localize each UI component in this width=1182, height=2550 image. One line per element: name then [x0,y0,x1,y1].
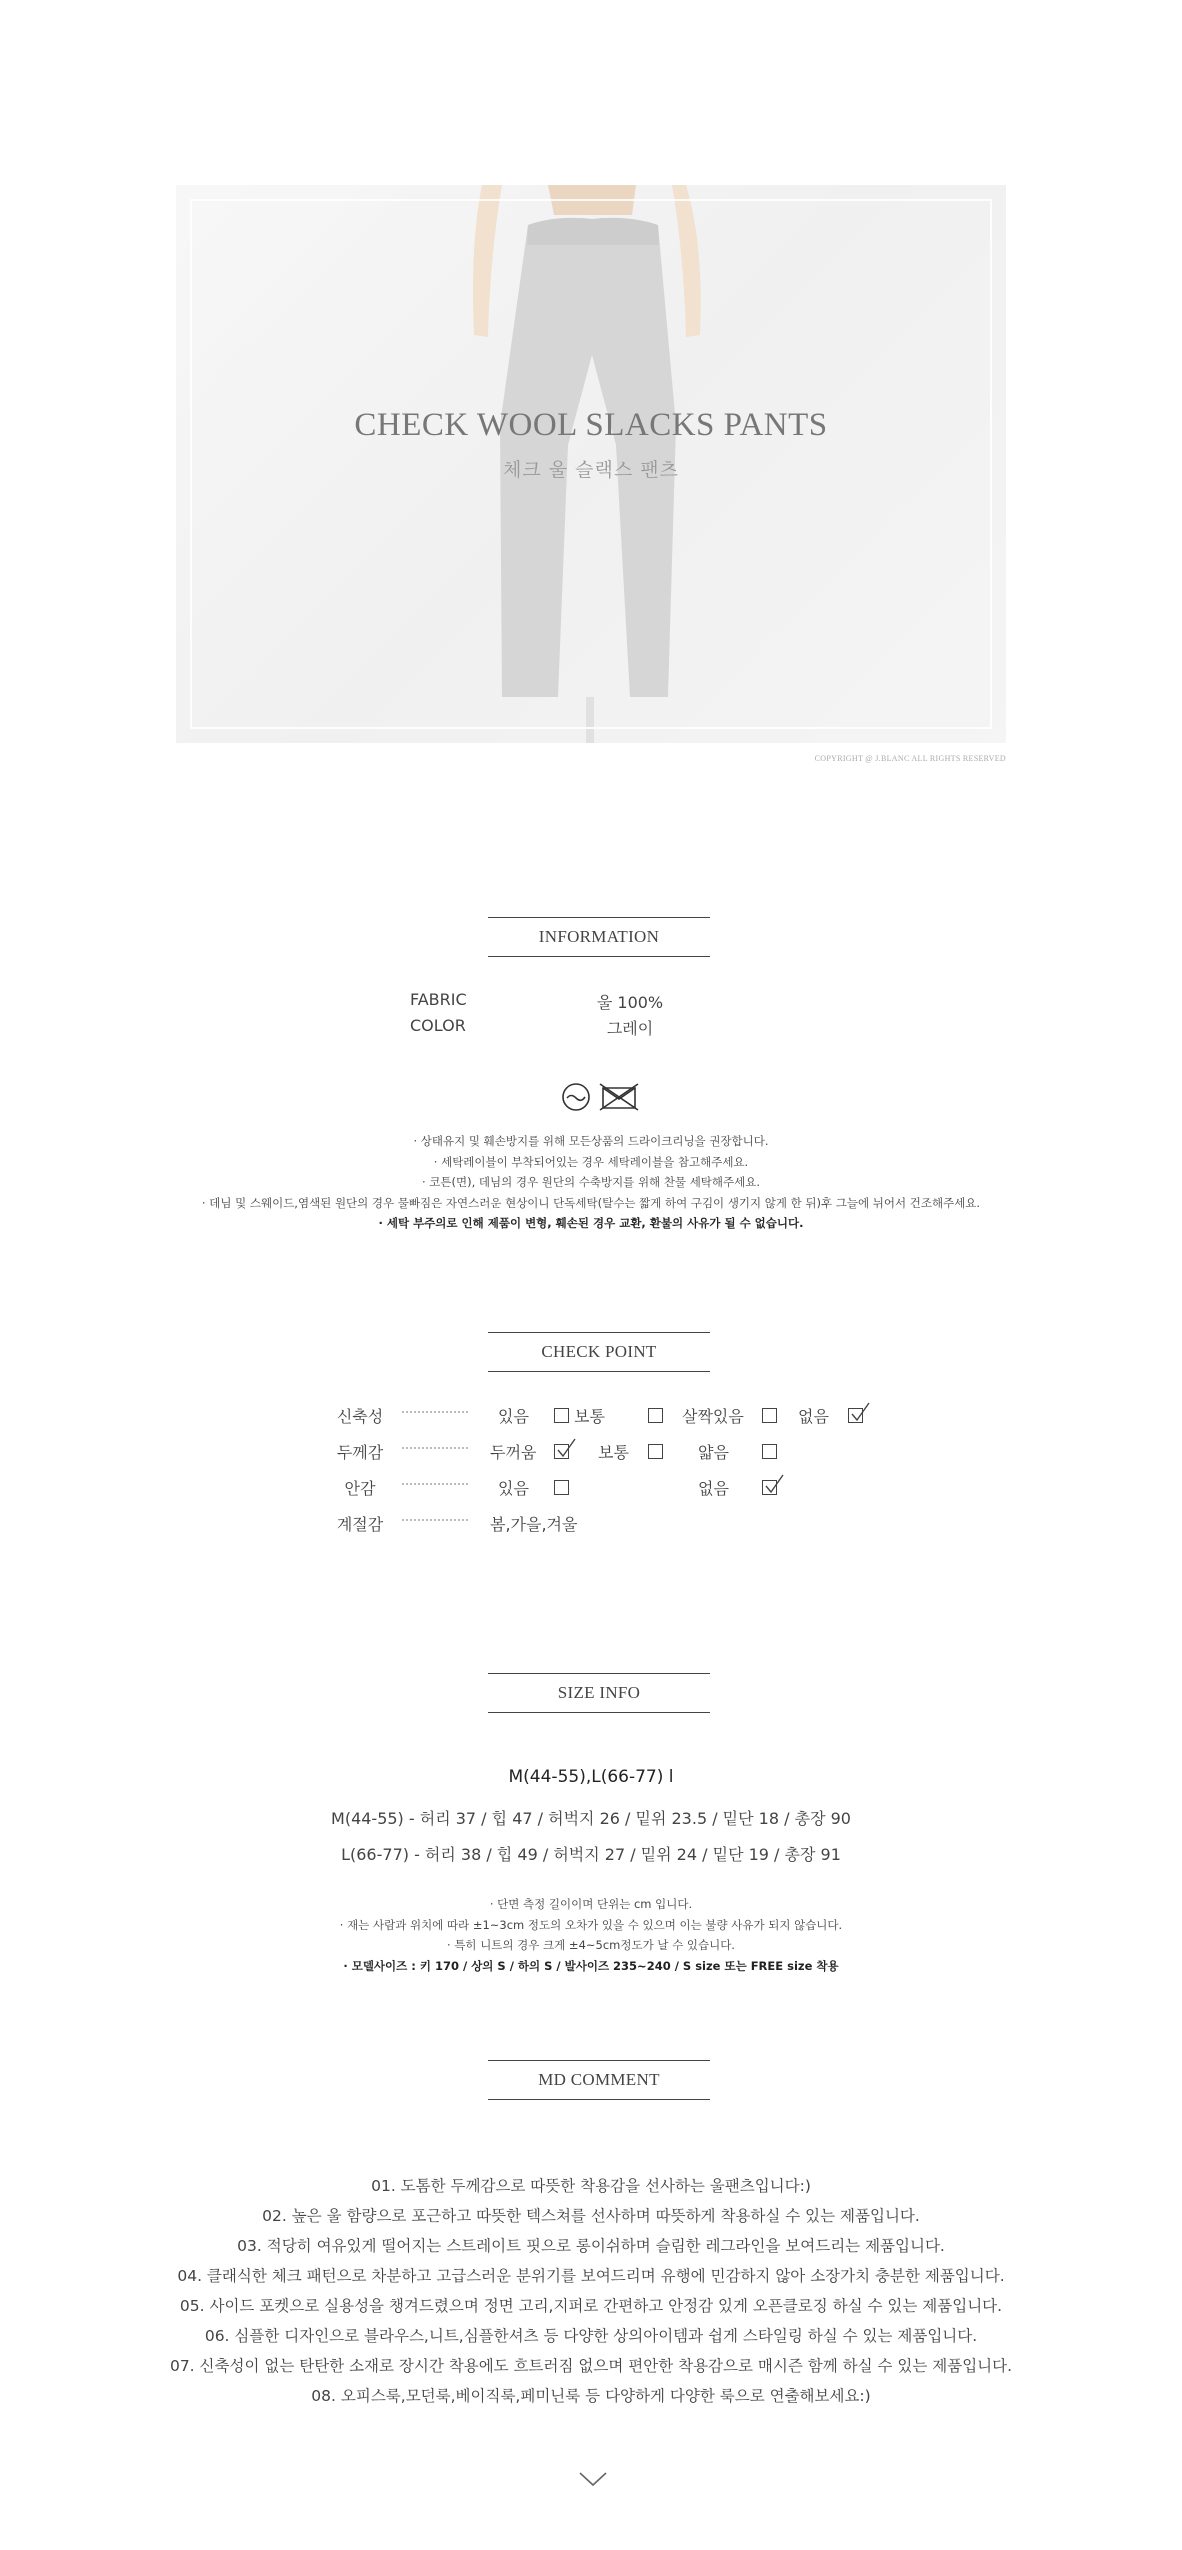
md-comment-line: 05. 사이드 포켓으로 실용성을 챙겨드렸으며 정면 고리,지퍼로 간편하고 안정감 있게 오픈클로징 하실 수 있는 제품입니다. [179,2297,1003,2315]
chevron-down-icon [578,2470,608,2488]
size-info-heading: SIZE INFO [488,1673,710,1713]
checkbox-checked [554,1444,569,1459]
dotted-leader [402,1411,468,1413]
md-comment-line: 08. 오피스룩,모던룩,베이직룩,페미닌룩 등 다양하게 다양한 룩으로 연출해보세요:) [311,2387,871,2405]
checkbox [648,1408,663,1423]
info-label: FABRIC [410,990,467,1009]
care-note: · 코튼(면), 데님의 경우 원단의 수축방지를 위해 찬물 세탁해주세요. [421,1175,760,1189]
checkbox [762,1444,777,1459]
check-mark-icon [764,1473,786,1495]
option-label: 보통 [574,1407,605,1426]
checkbox-checked [848,1408,863,1423]
hero-banner [176,185,1006,743]
check-mark-icon [850,1401,872,1423]
option-label: 두꺼움 [490,1443,537,1462]
option-label: 보통 [598,1443,629,1462]
checkbox-checked [762,1480,777,1495]
care-note: · 상태유지 및 훼손방지를 위해 모든상품의 드라이크리닝을 권장합니다. [413,1134,769,1148]
option-label: 살짝있음 [682,1407,744,1426]
care-note: · 데님 및 스웨이드,염색된 원단의 경우 물빠짐은 자연스러운 현상이니 단독세탁(탈수는 짧게 하여 구김이 생기지 않게 한 뒤)후 그늘에 뉘어서 건조해주세요. [201,1195,981,1210]
option-label: 얇음 [698,1443,729,1462]
md-comment-line: 06. 심플한 디자인으로 블라우스,니트,심플한셔츠 등 다양한 상의아이템과 쉽게 스타일링 하실 수 있는 제품입니다. [204,2327,978,2345]
info-value: 울 100% [596,993,664,1012]
size-range-title: M(44-55),L(66-77) l [508,1767,674,1787]
dotted-leader [402,1483,468,1485]
check-label: 계절감 [336,1515,384,1534]
option-label: 있음 [498,1407,529,1426]
care-notes [0,1131,1182,1234]
check-label: 두께감 [336,1443,384,1462]
md-comment-line: 03. 적당히 여유있게 떨어지는 스트레이트 핏으로 롱이쉬하며 슬림한 레그라인을 보여드리는 제품입니다. [237,2237,945,2255]
checkbox [762,1408,777,1423]
care-icons [560,1080,640,1114]
md-comment-line: 01. 도톰한 두께감으로 따뜻한 착용감을 선사하는 울팬츠입니다:) [371,2177,811,2195]
checkbox [554,1408,569,1423]
md-comment-line: 02. 높은 울 함량으로 포근하고 따뜻한 텍스쳐를 선사하며 따뜻하게 착용하실 수 있는 제품입니다. [262,2207,920,2225]
dotted-leader [402,1447,468,1449]
hand-wash-icon [563,1084,589,1110]
check-point-heading: CHECK POINT [488,1332,710,1372]
option-label: 있음 [498,1479,529,1498]
size-notes [0,1894,1182,1976]
check-label: 신축성 [336,1407,384,1426]
md-comment-line: 04. 클래식한 체크 패턴으로 차분하고 고급스러운 분위기를 보여드리며 유행에 민감하지 않아 소장가치 충분한 제품입니다. [177,2267,1005,2285]
size-note: · 단면 측정 길이이며 단위는 cm 입니다. [489,1897,693,1911]
copyright-text: COPYRIGHT @ J.BLANC ALL RIGHTS RESERVED [814,754,1006,763]
size-line-m: M(44-55) - 허리 37 / 힙 47 / 허벅지 26 / 밑위 23.5 / 밑단 18 / 총장 90 [331,1809,851,1828]
size-line-l: L(66-77) - 허리 38 / 힙 49 / 허벅지 27 / 밑위 24 / 밑단 19 / 총장 91 [341,1845,841,1864]
dotted-leader [402,1519,468,1521]
care-note: · 세탁레이블이 부착되어있는 경우 세탁레이블을 참고해주세요. [433,1154,749,1169]
product-title: CHECK WOOL SLACKS PANTS [354,407,828,443]
checkbox [554,1480,569,1495]
no-bleach-icon [600,1084,638,1110]
md-comment-heading: MD COMMENT [488,2060,710,2100]
product-subtitle: 체크 울 슬랙스 팬츠 [503,459,679,481]
check-label: 안감 [344,1479,376,1498]
information-heading: INFORMATION [488,917,710,957]
checkbox [648,1444,663,1459]
check-mark-icon [556,1437,578,1459]
info-label: COLOR [410,1016,466,1035]
size-note: · 재는 사람과 위치에 따라 ±1~3cm 정도의 오차가 있을 수 있으며 이는 불량 사유가 되지 않습니다. [339,1917,843,1932]
season-value: 봄,가을,겨울 [490,1515,578,1534]
info-value: 그레이 [606,1019,654,1038]
care-warning: · 세탁 부주의로 인해 제품이 변형, 훼손된 경우 교환, 환불의 사유가 될 수 없습니다. [378,1216,804,1230]
option-label: 없음 [798,1407,829,1426]
md-comment-line: 07. 신축성이 없는 탄탄한 소재로 장시간 착용에도 흐트러짐 없으며 편안한 착용감으로 매시즌 함께 하실 수 있는 제품입니다. [169,2357,1013,2375]
size-note: · 특히 니트의 경우 크게 ±4~5cm정도가 날 수 있습니다. [447,1938,735,1952]
model-size-note: · 모델사이즈 : 키 170 / 상의 S / 하의 S / 발사이즈 235~240 / S size 또는 FREE size 착용 [343,1958,839,1973]
option-label: 없음 [698,1479,729,1498]
